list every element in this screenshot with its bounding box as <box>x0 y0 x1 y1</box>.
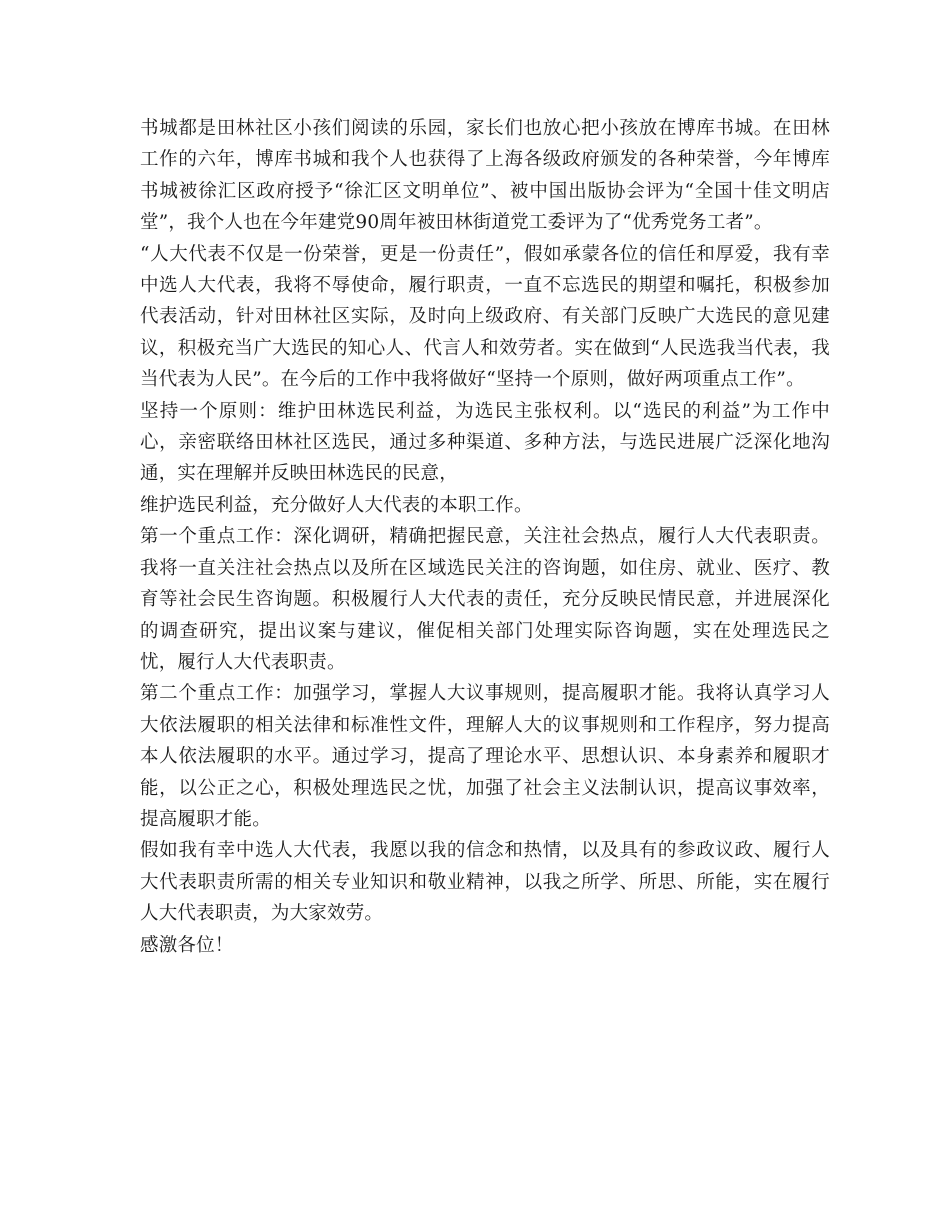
document-body <box>140 113 830 961</box>
paragraph-second-key-work: 第二个重点工作：加强学习，掌握人大议事规则，提高履职才能。我将认真学习人大依法履职的相关法律和标准性文件，理解人大的议事规则和工作程序，努力提高本人依法履职的水平。通过学习，提高了理论水平、思想认识、本身素养和履职才能，以公正之心，积极处理选民之忧，加强了社会主义法制认识，提高议事效率，提高履职才能。 <box>140 683 830 830</box>
paragraph-responsibility: “人大代表不仅是一份荣誉，更是一份责任”，假如承蒙各位的信任和厚爱，我有幸中选人大代表，我将不辱使命，履行职责，一直不忘选民的期望和嘱托，积极参加代表活动，针对田林社区实际，及时向上级政府、有关部门反映广大选民的意见建议，积极充当广大选民的知心人、代言人和效劳者。实在做到“人民选我当代表，我当代表为人民”。在今后的工作中我将做好“坚持一个原则，做好两项重点工作”。 <box>140 243 830 391</box>
paragraph-honors: 书城都是田林社区小孩们阅读的乐园，家长们也放心把小孩放在博库书城。在田林工作的六年，博库书城和我个人也获得了上海各级政府颁发的各种荣誉，今年博库书城被徐汇区政府授予“徐汇区文明单位”、被中国出版协会评为“全国十佳文明店堂”，我个人也在今年建党90周年被田林街道党工委评为了“优秀党务工者”。 <box>140 118 830 234</box>
paragraph-principle: 坚持一个原则：维护田林选民利益，为选民主张权利。以“选民的利益”为工作中心，亲密联络田林社区选民，通过多种渠道、多种方法，与选民进展广泛深化地沟通，实在理解并反映田林选民的民意， <box>140 400 830 485</box>
paragraph-pledge: 假如我有幸中选人大代表，我愿以我的信念和热情，以及具有的参政议政、履行人大代表职责所需的相关专业知识和敬业精神，以我之所学、所思、所能，实在履行人大代表职责，为大家效劳。 <box>140 840 830 925</box>
paragraph-first-key-work: 第一个重点工作：深化调研，精确把握民意，关注社会热点，履行人大代表职责。我将一直关注社会热点以及所在区域选民关注的咨询题，如住房、就业、医疗、教育等社会民生咨询题。积极履行人大代表的责任，充分反映民情民意，并进展深化的调查研究，提出议案与建议，催促相关部门处理实际咨询题，实在处理选民之忧，履行人大代表职责。 <box>140 526 830 673</box>
paragraph-principle-continued: 维护选民利益，充分做好人大代表的本职工作。 <box>140 494 533 516</box>
paragraph-thanks: 感激各位！ <box>140 934 234 956</box>
